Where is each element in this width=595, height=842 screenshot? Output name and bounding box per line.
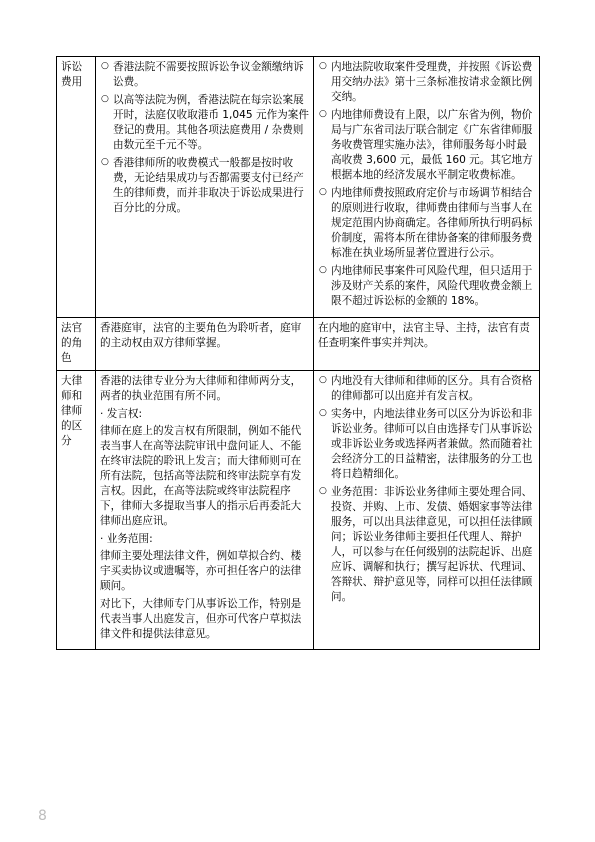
cell-text: 在内地的庭审中，法官主导、主持，法官有责任查明案件事实并判决。 bbox=[318, 321, 530, 349]
hong-kong-cell bbox=[96, 370, 314, 650]
row-label: 法官的角色 bbox=[57, 317, 96, 370]
hollow-bullet-icon: ○ bbox=[319, 407, 327, 418]
list-item: ○ 内地律师费按照政府定价与市场调节相结合的原则进行收取，律师费由律师与当事人在规定范围内协商确定。各律师所执行明码标价制度，需将本所在律协备案的律师服务费标准在执业场所显著位置进行公示。 bbox=[319, 187, 533, 260]
subheading-speaking-rights: · 发言权: bbox=[100, 407, 143, 420]
bullet-list bbox=[100, 60, 310, 216]
list-item: ○ 以高等法院为例，香港法院在每宗讼案展开时，法庭仅收取港币 1,045 元作为案件登记的费用。其他各项法庭费用 / 杂费则由数元至千元不等。 bbox=[101, 94, 309, 152]
list-item: ○ 香港法院不需要按照诉讼争议金额缴纳诉讼费。 bbox=[101, 61, 304, 89]
table-row bbox=[57, 317, 540, 370]
page-number: 8 bbox=[38, 808, 47, 824]
hollow-bullet-icon: ○ bbox=[101, 157, 109, 168]
cell-paragraph: 律师在庭上的发言权有所限制，例如不能代表当事人在高等法院审讯中盘问证人、不能在终审法院的聆讯上发言；而大律师则可在所有法院，包括高等法院和终审法院享有发言权。因此，在高等法院或终审法院程序下，律师大多提取当事人的指示后再委託大律师出庭应讯。 bbox=[100, 424, 302, 527]
row-label: 诉讼费用 bbox=[57, 57, 96, 318]
list-item: ○ 实务中，内地法律业务可以区分为诉讼和非诉讼业务。律师可以自由选择专门从事诉讼或非诉讼业务或选择两者兼做。然而随着社会经济分工的日益精密，法律服务的分工也将日趋精细化。 bbox=[319, 407, 533, 480]
comparison-table bbox=[56, 56, 540, 650]
list-item: ○ 内地没有大律师和律师的区分。具有合资格的律师都可以出庭并有发言权。 bbox=[319, 374, 533, 402]
hollow-bullet-icon: ○ bbox=[101, 94, 109, 105]
cell-paragraph: 对比下，大律师专门从事诉讼工作，特别是代表当事人出庭发言，但亦可代客户草拟法律文件和提供法律意见。 bbox=[100, 598, 302, 641]
cell-text: 香港庭审，法官的主要角色为聆听者，庭审的主动权由双方律师掌握。 bbox=[100, 321, 302, 349]
list-item: ○ 内地律师费设有上限，以广东省为例，物价局与广东省司法厅联合制定《广东省律师服务收费管理实施办法》，律师服务每小时最高收费 3,600 元，最低 160 元。其它地方根据本地的经济发展水平制定收费标准。 bbox=[319, 109, 533, 182]
mainland-cell bbox=[314, 57, 540, 318]
hollow-bullet-icon: ○ bbox=[319, 265, 327, 276]
subheading-scope: · 业务范围: bbox=[100, 532, 153, 545]
table-row bbox=[57, 370, 540, 650]
cell-intro: 香港的法律专业分为大律师和律师两分支，两者的执业范围有所不同。 bbox=[100, 374, 302, 402]
list-item: ○ 香港律师所的收费模式一般都是按时收费，无论结果成功与否都需要支付已经产生的律师费，而并非取决于诉讼成果进行百分比的分成。 bbox=[101, 157, 304, 215]
hollow-bullet-icon: ○ bbox=[319, 109, 327, 120]
hollow-bullet-icon: ○ bbox=[319, 374, 327, 385]
mainland-cell bbox=[314, 317, 540, 370]
table-row bbox=[57, 57, 540, 318]
list-item: ○ 内地法院收取案件受理费，并按照《诉讼费用交纳办法》第十三条标准按请求金额比例交纳。 bbox=[319, 61, 533, 104]
list-item: ○ 业务范围：非诉讼业务律师主要处理合同、投资、并购、上市、发债、婚姻家事等法律服务，可以出具法律意见，可以担任法律顾问；诉讼业务律师主要担任代理人、辩护人，可以参与在任何级别的法院起诉、出庭应诉、调解和执行；撰写起诉状、代理词、答辩状、辩护意见等，同样可以担任法律顾问。 bbox=[319, 485, 533, 604]
cell-paragraph: 律师主要处理法律文件，例如草拟合约、楼宇买卖协议或遗嘱等，亦可担任客户的法律顾问。 bbox=[100, 549, 302, 592]
hong-kong-cell bbox=[96, 57, 314, 318]
bullet-list bbox=[318, 60, 536, 310]
hollow-bullet-icon: ○ bbox=[319, 187, 327, 198]
hollow-bullet-icon: ○ bbox=[319, 485, 327, 496]
hollow-bullet-icon: ○ bbox=[319, 61, 327, 71]
row-label: 大律师和律师的区分 bbox=[57, 370, 96, 650]
hong-kong-cell bbox=[96, 317, 314, 370]
list-item: ○ 内地律师民事案件可风险代理，但只适用于涉及财产关系的案件，风险代理收费金额上限不超过诉讼标的金额的 18%。 bbox=[319, 265, 533, 308]
bullet-list bbox=[318, 374, 536, 605]
hollow-bullet-icon: ○ bbox=[101, 61, 109, 71]
mainland-cell bbox=[314, 370, 540, 650]
